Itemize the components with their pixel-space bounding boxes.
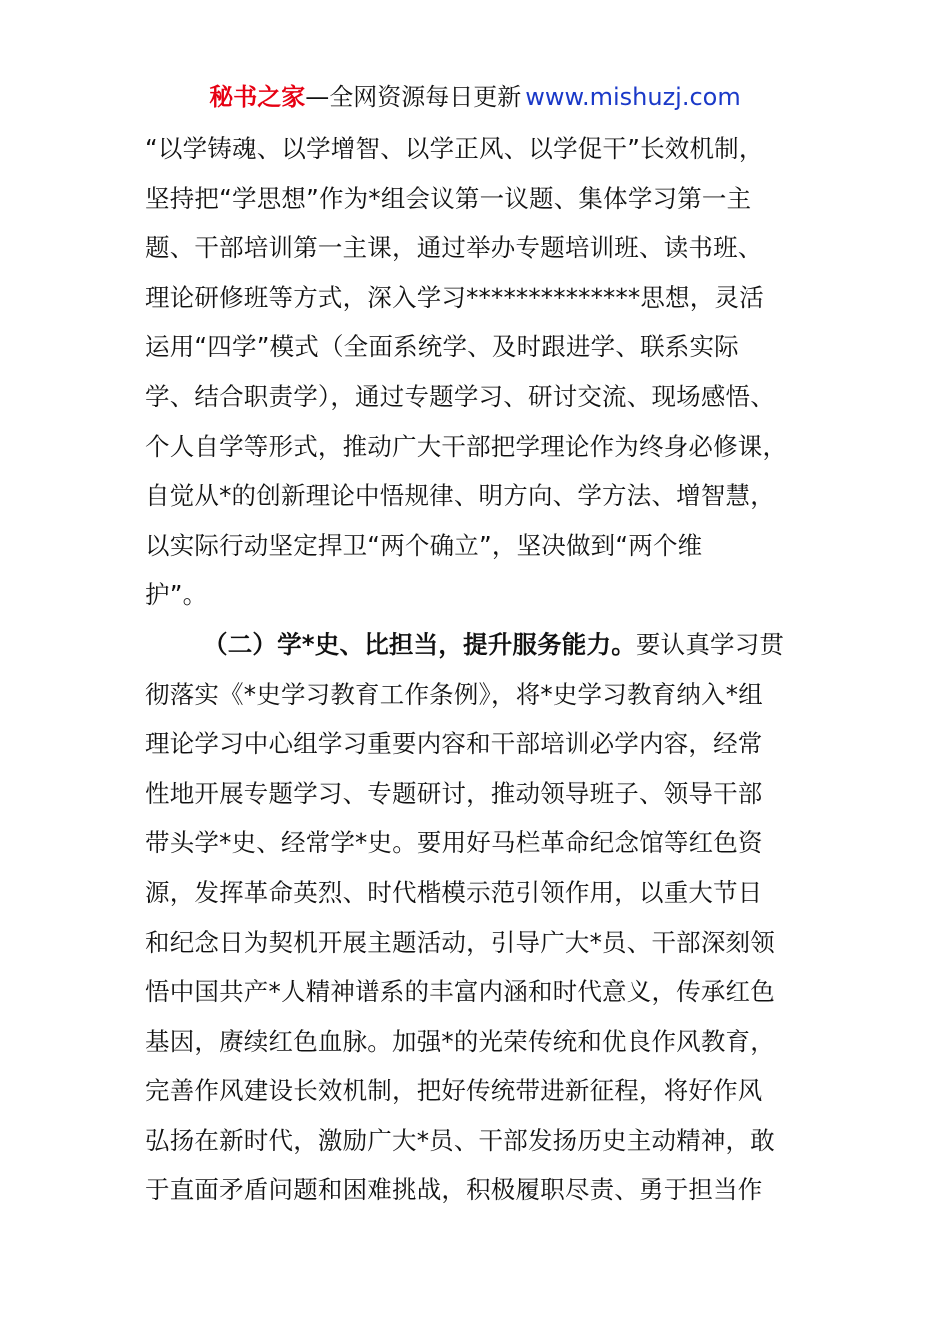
text-line: 坚持把“学思想”作为*组会议第一议题、集体学习第一主 [145, 183, 752, 213]
paragraph-2 [145, 620, 815, 1215]
text-line: 护”。 [145, 580, 208, 610]
text-line: 性地开展专题学习、专题研讨，推动领导班子、领导干部 [145, 778, 763, 808]
document-body [145, 124, 815, 1215]
text-line: 源，发挥革命英烈、时代楷模示范引领作用，以重大节日 [145, 877, 763, 907]
text-line: 和纪念日为契机开展主题活动，引导广大*员、干部深刻领 [145, 927, 775, 957]
section-heading: （二）学*史、比担当，提升服务能力。 [203, 629, 636, 659]
text-line: 学、结合职责学），通过专题学习、研讨交流、现场感悟、 [145, 381, 775, 411]
text-line: 以实际行动坚定捍卫“两个确立”，坚决做到“两个维 [145, 530, 703, 560]
text-line: 运用“四学”模式（全面系统学、及时跟进学、联系实际 [145, 332, 739, 362]
text-line: 带头学*史、经常学*史。要用好马栏革命纪念馆等红色资 [145, 828, 763, 858]
text-line: 完善作风建设长效机制，把好传统带进新征程，将好作风 [145, 1076, 763, 1106]
text-line: 悟中国共产*人精神谱系的丰富内涵和时代意义，传承红色 [145, 977, 775, 1007]
text-fragment: 要认真学习贯 [635, 629, 785, 659]
section-heading-line [145, 620, 815, 670]
text-line: 个人自学等形式，推动广大干部把学理论作为终身必修课， [145, 431, 788, 461]
page-header [0, 80, 950, 114]
text-line: 理论学习中心组学习重要内容和干部培训必学内容，经常 [145, 729, 763, 759]
text-line: 于直面矛盾问题和困难挑战，积极履职尽责、勇于担当作 [145, 1175, 763, 1205]
text-line: 自觉从*的创新理论中悟规律、明方向、学方法、增智慧， [145, 481, 775, 511]
header-tagline: —全网资源每日更新 [305, 83, 522, 111]
brand-name: 秘书之家 [209, 83, 306, 111]
text-line: 题、干部培训第一主课，通过举办专题培训班、读书班、 [145, 233, 763, 263]
text-line: 弘扬在新时代，激励广大*员、干部发扬历史主动精神，敢 [145, 1125, 775, 1155]
paragraph-1 [145, 124, 815, 620]
text-line: “以学铸魂、以学增智、以学正风、以学促干”长效机制， [145, 134, 764, 163]
text-line: 理论研修班等方式，深入学习**************思想，灵活 [145, 282, 764, 312]
text-line: 基因，赓续红色血脉。加强*的光荣传统和优良作风教育， [145, 1026, 775, 1056]
text-line: 彻落实《*史学习教育工作条例》，将*史学习教育纳入*组 [145, 679, 763, 709]
website-url[interactable]: www.mishuzj.com [525, 83, 741, 111]
